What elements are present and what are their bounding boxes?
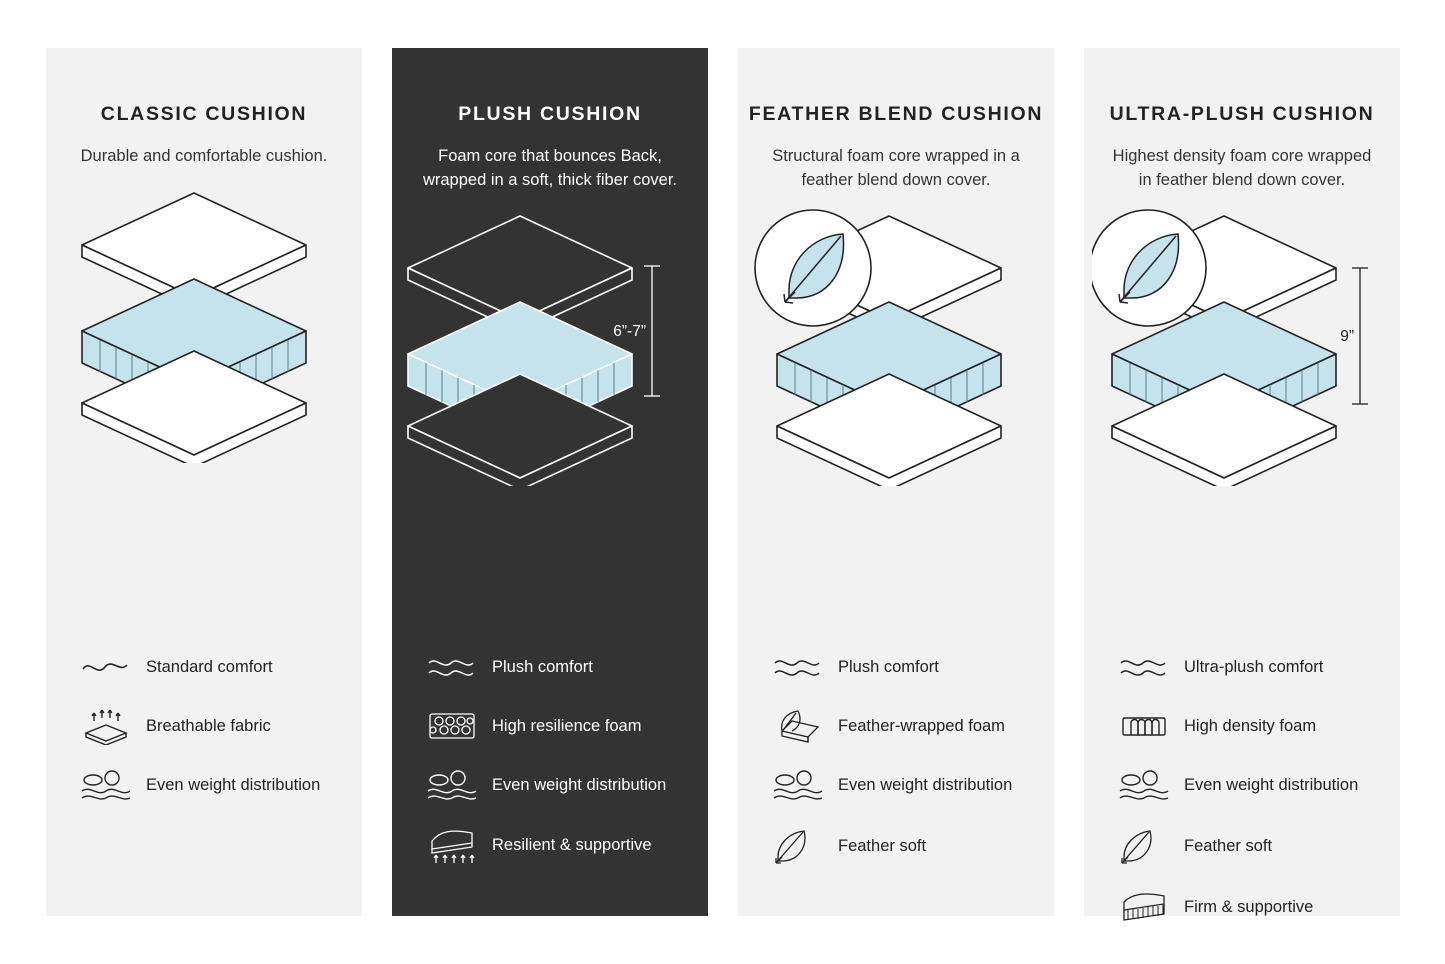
feature-item	[426, 766, 688, 804]
wave-icon	[80, 655, 136, 679]
feature-label: Breathable fabric	[146, 716, 271, 735]
feature-item	[426, 648, 688, 686]
feature-item	[80, 707, 342, 745]
card-title: PLUSH CUSHION	[458, 103, 642, 125]
feature-item	[1118, 766, 1380, 804]
feature-item	[772, 766, 1034, 804]
feather-badge-icon	[755, 210, 871, 326]
even-weight-icon	[426, 767, 482, 803]
cushion-card-feather-blend-cushion	[738, 48, 1054, 916]
even-weight-icon	[80, 767, 136, 803]
feature-label: Resilient & supportive	[492, 835, 652, 854]
cushion-card-row	[46, 48, 1400, 916]
feature-item	[772, 707, 1034, 745]
feature-item	[426, 825, 688, 865]
cushion-illustration	[392, 206, 708, 506]
feature-label: Standard comfort	[146, 657, 273, 676]
feature-label: High resilience foam	[492, 716, 642, 735]
card-title: CLASSIC CUSHION	[100, 103, 308, 125]
wave-icon	[1118, 654, 1174, 680]
cushion-illustration	[46, 183, 362, 483]
feature-label: Ultra-plush comfort	[1184, 657, 1324, 676]
honeycomb-foam-icon	[426, 708, 482, 744]
feature-item	[1118, 648, 1380, 686]
feature-label: Plush comfort	[838, 657, 939, 676]
card-description: Foam core that bounces Back, wrapped in a soft, thick fiber cover.	[422, 147, 678, 189]
card-title: ULTRA-PLUSH CUSHION	[1109, 103, 1375, 125]
resilient-support-icon	[426, 825, 482, 865]
exploded-cushion-diagram	[74, 183, 334, 463]
firm-support-icon	[1118, 888, 1174, 926]
feather-icon	[772, 825, 828, 867]
breathable-fabric-icon	[80, 707, 136, 745]
feature-list	[426, 648, 688, 886]
dimension-label: 6”-7”	[613, 323, 646, 341]
feather-icon	[1118, 825, 1174, 867]
feature-item	[1118, 707, 1380, 745]
feature-item	[772, 648, 1034, 686]
feature-label: Even weight distribution	[838, 775, 1013, 794]
card-title: FEATHER BLEND CUSHION	[748, 103, 1044, 125]
feature-item	[80, 766, 342, 804]
cushion-card-classic-cushion	[46, 48, 362, 916]
card-description: Highest density foam core wrapped in feather blend down cover.	[1112, 147, 1372, 189]
exploded-cushion-diagram	[400, 206, 700, 486]
feature-list	[1118, 648, 1380, 947]
feature-item	[1118, 825, 1380, 867]
cushion-illustration	[738, 206, 1054, 506]
dimension-label: 9”	[1340, 328, 1354, 346]
feature-label: Feather-wrapped foam	[838, 716, 1005, 735]
feature-label: Even weight distribution	[492, 775, 667, 794]
even-weight-icon	[1118, 767, 1174, 803]
feature-label: High density foam	[1184, 716, 1317, 735]
feature-label: Feather soft	[1184, 836, 1273, 855]
feature-label: Feather soft	[838, 836, 927, 855]
cushion-card-ultra-plush-cushion	[1084, 48, 1400, 916]
card-description: Structural foam core wrapped in a feather blend down cover.	[772, 147, 1020, 189]
feather-badge-icon	[1092, 210, 1206, 326]
feature-list	[772, 648, 1034, 888]
feature-item	[1118, 888, 1380, 926]
feature-item	[772, 825, 1034, 867]
exploded-cushion-diagram	[1092, 206, 1392, 486]
feature-item	[426, 707, 688, 745]
feature-label: Even weight distribution	[1184, 775, 1359, 794]
high-density-foam-icon	[1118, 711, 1174, 741]
feather-wrapped-foam-icon	[772, 707, 828, 745]
feature-label: Plush comfort	[492, 657, 593, 676]
cushion-illustration	[1084, 206, 1400, 506]
feature-item	[80, 648, 342, 686]
feature-label: Firm & supportive	[1184, 897, 1314, 916]
cushion-card-plush-cushion	[392, 48, 708, 916]
feature-list	[80, 648, 342, 825]
wave-icon	[426, 654, 482, 680]
wave-icon	[772, 654, 828, 680]
even-weight-icon	[772, 767, 828, 803]
exploded-cushion-diagram	[751, 206, 1041, 486]
card-description: Durable and comfortable cushion.	[80, 147, 328, 166]
feature-label: Even weight distribution	[146, 775, 321, 794]
